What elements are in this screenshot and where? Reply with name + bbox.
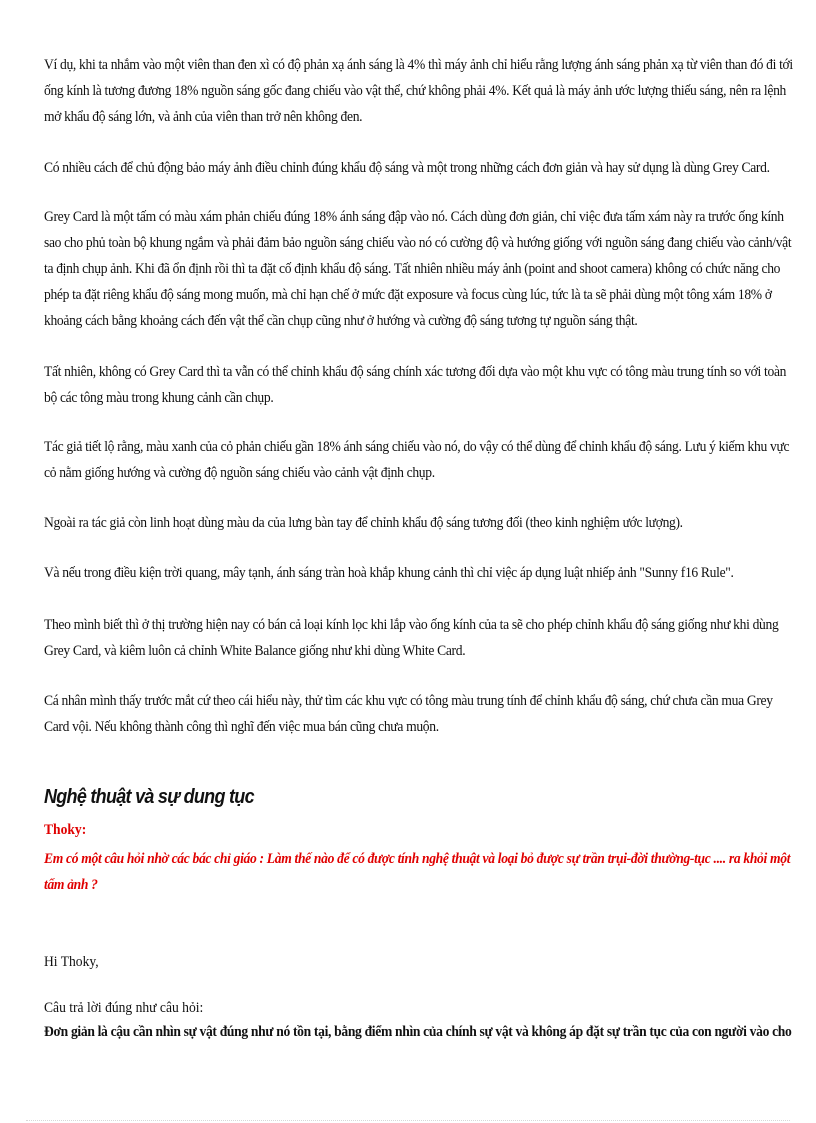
question-author: Thoky: [44,822,87,838]
paragraph-grey-card-intro: Có nhiều cách để chủ động bảo máy ảnh điều chỉnh đúng khẩu độ sáng và một trong những cách đơn giản và hay sử dụng là dùng Grey Card. [44,160,770,176]
paragraph-example-coal: Ví dụ, khi ta nhắm vào một viên than đen xì có độ phản xạ ánh sáng là 4% thì máy ảnh chỉ hiểu rằng lượng ánh sáng phản xạ từ viên than đó đi tới ống kính là tương đương 18% nguồn sáng gốc đang chiếu vào vật thể, chứ không phải 4%. Kết quả là máy ảnh ước lượng thiếu sáng, nên ra lệnh mở khẩu độ sáng lớn, và ảnh của viên than trở nên không đen. [44,57,793,125]
reply-answer-bold: Đơn giản là cậu cần nhìn sự vật đúng như nó tồn tại, bằng điểm nhìn của chính sự vật và không áp đặt sự trần tục của con người vào cho [44,1024,792,1040]
paragraph-hand-skin: Ngoài ra tác giả còn linh hoạt dùng màu da của lưng bàn tay để chỉnh khẩu độ sáng tương đối (theo kinh nghiệm ước lượng). [44,515,683,531]
paragraph-sunny-f16: Và nếu trong điều kiện trời quang, mây tạnh, ánh sáng tràn hoà khắp khung cảnh thì chỉ việc áp dụng luật nhiếp ảnh "Sunny f16 Rule". [44,565,734,581]
paragraph-grass-tip: Tác giả tiết lộ rằng, màu xanh của cỏ phản chiếu gần 18% ánh sáng chiếu vào nó, do vậy có thể dùng để chỉnh khẩu độ sáng. Lưu ý kiếm khu vực cỏ nằm giống hướng và cường độ nguồn sáng chiếu vào cảnh vật định chụp. [44,439,790,481]
paragraph-grey-card-usage: Grey Card là một tấm có màu xám phản chiếu đúng 18% ánh sáng đập vào nó. Cách dùng đơn giản, chỉ việc đưa tấm xám này ra trước ống kính sao cho phủ toàn bộ khung ngắm và phải đảm bảo nguồn sáng chiếu vào nó có cường độ và hướng giống với nguồn sáng đang chiếu vào cảnh/vật ta định chụp ảnh. Khi đã ổn định rồi thì ta đặt cố định khẩu độ sáng. Tất nhiên nhiều máy ảnh (point and shoot camera) không có chức năng cho phép ta đặt riêng khẩu độ sáng mong muốn, mà chỉ hạn chế ở mức đặt exposure và focus cùng lúc, tức là ta sẽ phải dùng một tông xám 18% ở khoảng cách bằng khoảng cách đến vật thể cần chụp cũng như ở hướng và cường độ sáng tương tự nguồn sáng thật. [44,209,792,329]
reply-greeting: Hi Thoky, [44,954,99,970]
paragraph-personal-opinion: Cá nhân mình thấy trước mắt cứ theo cái hiểu này, thử tìm các khu vực có tông màu trung tính để chỉnh khẩu độ sáng, chứ chưa cần mua Grey Card vội. Nếu không thành công thì nghĩ đến việc mua bán cũng chưa muộn. [44,693,773,735]
paragraph-neutral-area: Tất nhiên, không có Grey Card thì ta vẫn có thể chỉnh khẩu độ sáng chính xác tương đối dựa vào một khu vực có tông màu trung tính so với toàn bộ các tông màu trong khung cảnh cần chụp. [44,364,787,406]
reply-intro: Câu trả lời đúng như câu hỏi: [44,1000,204,1016]
question-text: Em có một câu hỏi nhờ các bác chỉ giáo : Làm thế nào để có được tính nghệ thuật và loại bỏ được sự trần trụi-đời thường-tục .... ra khỏi một tấm ảnh ? [44,851,791,893]
paragraph-filter: Theo mình biết thì ở thị trường hiện nay có bán cả loại kính lọc khi lắp vào ống kính của ta sẽ cho phép chỉnh khẩu độ sáng giống như khi dùng Grey Card, và kiêm luôn cả chỉnh White Balance giống như khi dùng White Card. [44,617,779,659]
page-bottom-divider [26,1120,790,1121]
section-heading: Nghệ thuật và sự dung tục [44,786,254,808]
